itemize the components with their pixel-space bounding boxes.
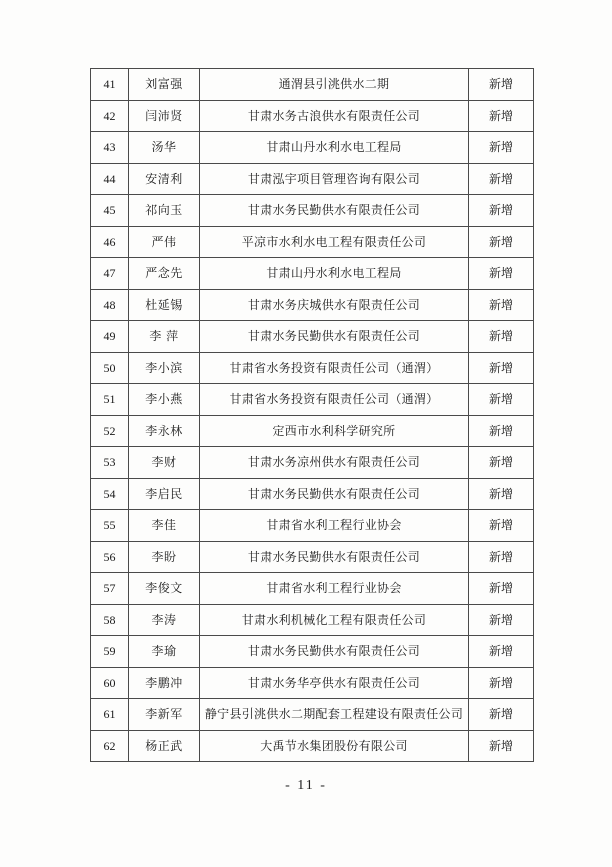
organization-name: 甘肃水务民勤供水有限责任公司: [200, 478, 469, 510]
row-index: 46: [91, 226, 129, 258]
organization-name: 甘肃省水务投资有限责任公司（通渭）: [200, 352, 469, 384]
status-cell: 新增: [469, 100, 534, 132]
status-cell: 新增: [469, 573, 534, 605]
organization-name: 甘肃省水利工程行业协会: [200, 573, 469, 605]
organization-name: 甘肃水务民勤供水有限责任公司: [200, 195, 469, 227]
table-row: [91, 384, 534, 416]
person-name: 祁向玉: [129, 195, 200, 227]
roster-table: [90, 68, 534, 762]
table-row: [91, 573, 534, 605]
person-name: 李盼: [129, 541, 200, 573]
row-index: 57: [91, 573, 129, 605]
status-cell: 新增: [469, 541, 534, 573]
organization-name: 甘肃水务民勤供水有限责任公司: [200, 636, 469, 668]
status-cell: 新增: [469, 352, 534, 384]
organization-name: 甘肃省水务投资有限责任公司（通渭）: [200, 384, 469, 416]
table-row: [91, 132, 534, 164]
person-name: 汤华: [129, 132, 200, 164]
status-cell: 新增: [469, 447, 534, 479]
table-row: [91, 636, 534, 668]
person-name: 安清利: [129, 163, 200, 195]
table-row: [91, 478, 534, 510]
status-cell: 新增: [469, 289, 534, 321]
status-cell: 新增: [469, 321, 534, 353]
status-cell: 新增: [469, 69, 534, 101]
row-index: 54: [91, 478, 129, 510]
person-name: 李小燕: [129, 384, 200, 416]
status-cell: 新增: [469, 636, 534, 668]
status-cell: 新增: [469, 604, 534, 636]
row-index: 45: [91, 195, 129, 227]
organization-name: 甘肃水务民勤供水有限责任公司: [200, 541, 469, 573]
row-index: 62: [91, 730, 129, 762]
person-name: 李佳: [129, 510, 200, 542]
row-index: 41: [91, 69, 129, 101]
table-row: [91, 163, 534, 195]
person-name: 李新军: [129, 699, 200, 731]
row-index: 61: [91, 699, 129, 731]
status-cell: 新增: [469, 384, 534, 416]
row-index: 52: [91, 415, 129, 447]
person-name: 李永林: [129, 415, 200, 447]
person-name: 严伟: [129, 226, 200, 258]
status-cell: 新增: [469, 699, 534, 731]
organization-name: 甘肃水务古浪供水有限责任公司: [200, 100, 469, 132]
person-name: 杜延锡: [129, 289, 200, 321]
table-row: [91, 510, 534, 542]
row-index: 56: [91, 541, 129, 573]
person-name: 李瑜: [129, 636, 200, 668]
person-name: 刘富强: [129, 69, 200, 101]
status-cell: 新增: [469, 132, 534, 164]
organization-name: 静宁县引洮供水二期配套工程建设有限责任公司: [200, 699, 469, 731]
organization-name: 甘肃水务凉州供水有限责任公司: [200, 447, 469, 479]
table-row: [91, 541, 534, 573]
table-row: [91, 730, 534, 762]
person-name: 李启民: [129, 478, 200, 510]
table-row: [91, 226, 534, 258]
person-name: 李俊文: [129, 573, 200, 605]
organization-name: 甘肃省水利工程行业协会: [200, 510, 469, 542]
row-index: 47: [91, 258, 129, 290]
row-index: 43: [91, 132, 129, 164]
row-index: 60: [91, 667, 129, 699]
person-name: 李 萍: [129, 321, 200, 353]
row-index: 42: [91, 100, 129, 132]
table-row: [91, 699, 534, 731]
status-cell: 新增: [469, 258, 534, 290]
status-cell: 新增: [469, 195, 534, 227]
table-row: [91, 100, 534, 132]
person-name: 李小滨: [129, 352, 200, 384]
table-row: [91, 69, 534, 101]
table-row: [91, 352, 534, 384]
organization-name: 大禹节水集团股份有限公司: [200, 730, 469, 762]
organization-name: 平凉市水利水电工程有限责任公司: [200, 226, 469, 258]
table-row: [91, 258, 534, 290]
roster-table-body: [91, 69, 534, 762]
table-row: [91, 321, 534, 353]
person-name: 闫沛贤: [129, 100, 200, 132]
row-index: 50: [91, 352, 129, 384]
row-index: 44: [91, 163, 129, 195]
row-index: 53: [91, 447, 129, 479]
organization-name: 通渭县引洮供水二期: [200, 69, 469, 101]
organization-name: 甘肃山丹水利水电工程局: [200, 258, 469, 290]
organization-name: 定西市水利科学研究所: [200, 415, 469, 447]
table-row: [91, 667, 534, 699]
status-cell: 新增: [469, 478, 534, 510]
row-index: 49: [91, 321, 129, 353]
organization-name: 甘肃泓宇项目管理咨询有限公司: [200, 163, 469, 195]
organization-name: 甘肃水利机械化工程有限责任公司: [200, 604, 469, 636]
person-name: 李涛: [129, 604, 200, 636]
person-name: 严念先: [129, 258, 200, 290]
row-index: 59: [91, 636, 129, 668]
page-number: - 11 -: [285, 778, 327, 793]
status-cell: 新增: [469, 730, 534, 762]
status-cell: 新增: [469, 415, 534, 447]
organization-name: 甘肃水务民勤供水有限责任公司: [200, 321, 469, 353]
row-index: 51: [91, 384, 129, 416]
status-cell: 新增: [469, 667, 534, 699]
table-row: [91, 604, 534, 636]
status-cell: 新增: [469, 226, 534, 258]
table-row: [91, 195, 534, 227]
table-row: [91, 289, 534, 321]
row-index: 58: [91, 604, 129, 636]
person-name: 李鹏冲: [129, 667, 200, 699]
status-cell: 新增: [469, 163, 534, 195]
row-index: 55: [91, 510, 129, 542]
row-index: 48: [91, 289, 129, 321]
person-name: 李财: [129, 447, 200, 479]
organization-name: 甘肃水务华亭供水有限责任公司: [200, 667, 469, 699]
organization-name: 甘肃山丹水利水电工程局: [200, 132, 469, 164]
table-row: [91, 447, 534, 479]
table-row: [91, 415, 534, 447]
person-name: 杨正武: [129, 730, 200, 762]
status-cell: 新增: [469, 510, 534, 542]
organization-name: 甘肃水务庆城供水有限责任公司: [200, 289, 469, 321]
